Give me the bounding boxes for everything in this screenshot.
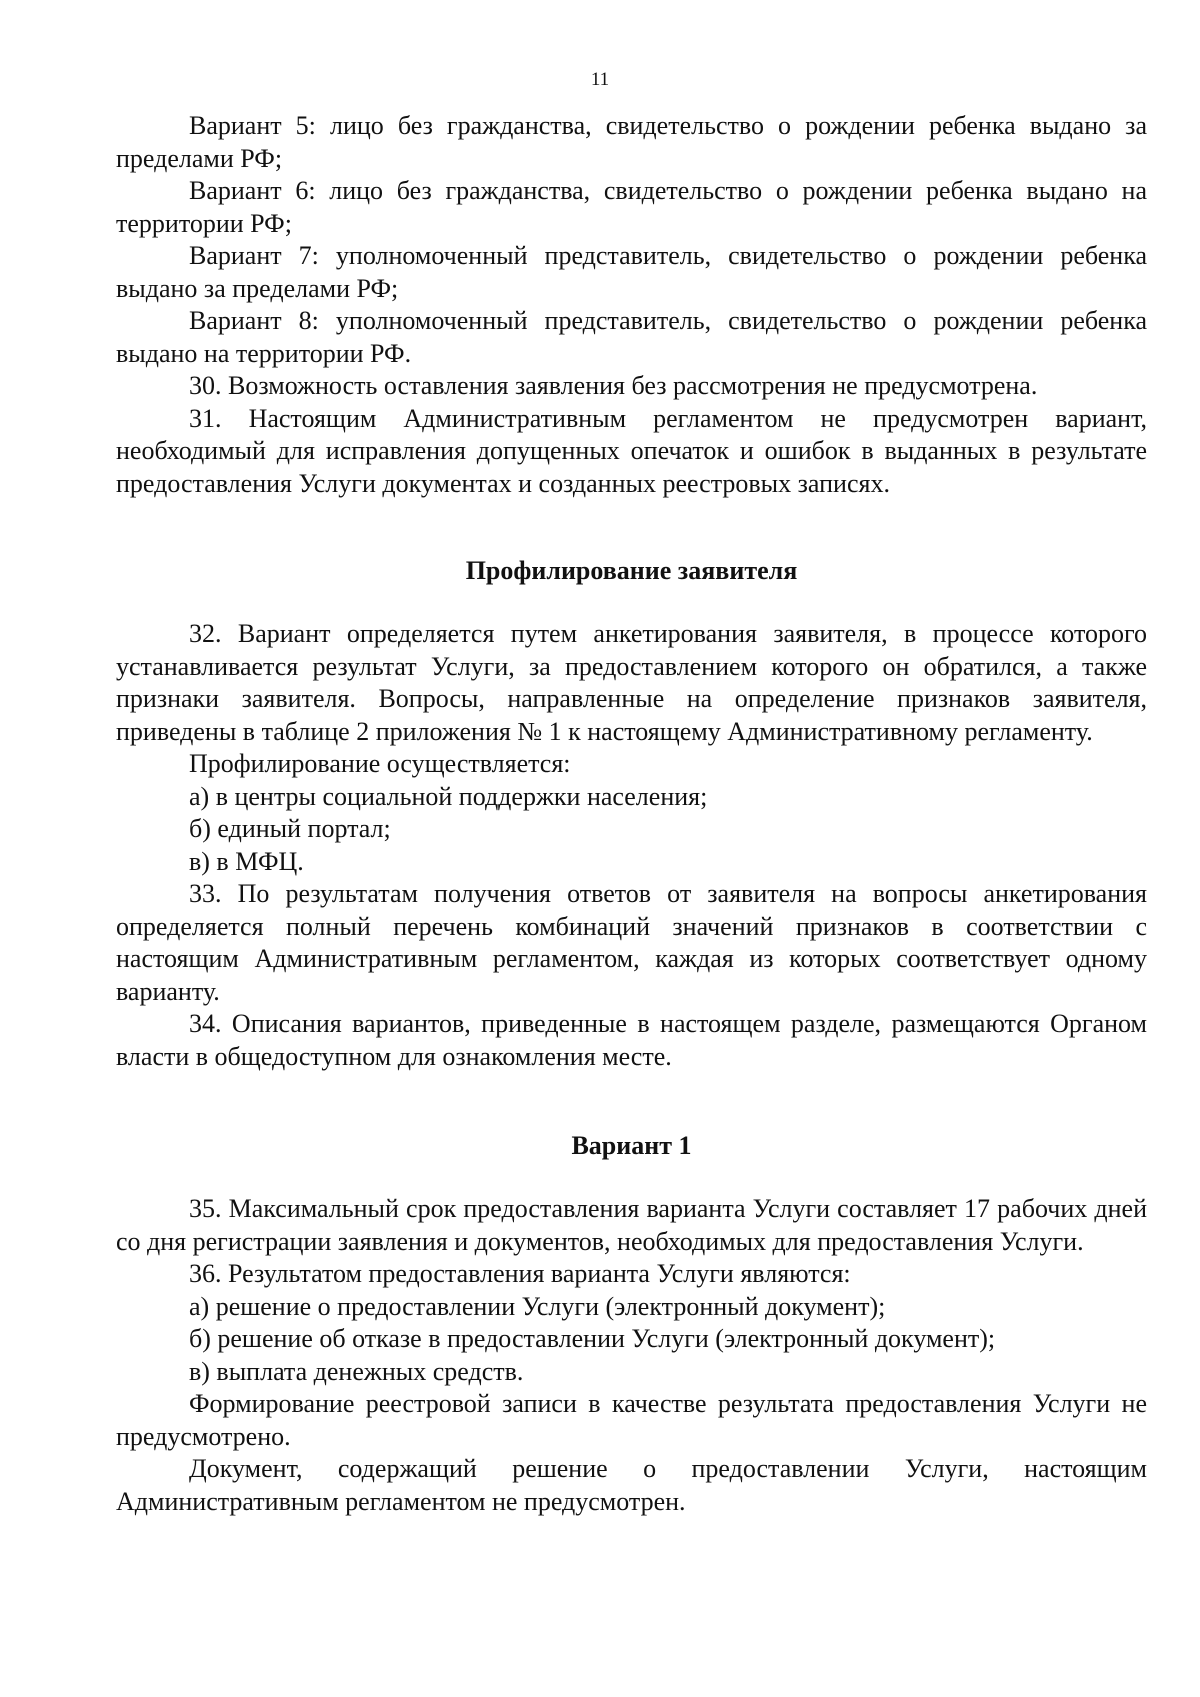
section-variant-1 xyxy=(116,1193,1147,1518)
list-item-v: в) в МФЦ. xyxy=(189,846,304,876)
paragraph-variant-8: Вариант 8: уполномоченный представитель, свидетельство о рождении ребенка выдано на территории РФ. xyxy=(116,306,1147,368)
paragraph-36: 36. Результатом предоставления варианта Услуги являются: xyxy=(189,1259,851,1288)
paragraph-variant-6: Вариант 6: лицо без гражданства, свидетельство о рождении ребенка выдано на территории РФ; xyxy=(116,176,1147,238)
list-item-b: б) единый портал; xyxy=(189,814,391,843)
section-profiling xyxy=(116,618,1147,1073)
result-item-b: б) решение об отказе в предоставлении Услуги (электронный документ); xyxy=(189,1324,996,1353)
paragraph-decision-document: Документ, содержащий решение о предоставлении Услуги, настоящим Административным регламентом не предусмотрен. xyxy=(116,1454,1147,1516)
paragraph-variant-5: Вариант 5: лицо без гражданства, свидетельство о рождении ребенка выдано за пределами РФ; xyxy=(116,111,1147,173)
section-variants-list xyxy=(116,110,1147,500)
result-item-a: а) решение о предоставлении Услуги (электронный документ); xyxy=(189,1291,886,1321)
paragraph-34: 34. Описания вариантов, приведенные в настоящем разделе, размещаются Органом власти в общедоступном для ознакомления месте. xyxy=(116,1009,1147,1071)
paragraph-35: 35. Максимальный срок предоставления варианта Услуги составляет 17 рабочих дней со дня регистрации заявления и документов, необходимых для предоставления Услуги. xyxy=(116,1194,1147,1256)
paragraph-33: 33. По результатам получения ответов от заявителя на вопросы анкетирования определяется полный перечень комбинаций значений признаков в соответствии с настоящим Административным регламентом, каждая из которых соответствует одному варианту. xyxy=(116,879,1147,1006)
paragraph-30: 30. Возможность оставления заявления без рассмотрения не предусмотрена. xyxy=(189,371,1038,400)
section-heading-variant-1 xyxy=(116,1130,1147,1163)
paragraph-registry-record: Формирование реестровой записи в качестве результата предоставления Услуги не предусмотрено. xyxy=(116,1389,1147,1451)
heading-variant-1: Вариант 1 xyxy=(571,1131,692,1160)
paragraph-profiling-intro: Профилирование осуществляется: xyxy=(189,749,571,778)
section-heading-profiling xyxy=(116,555,1147,588)
paragraph-32: 32. Вариант определяется путем анкетирования заявителя, в процессе которого устанавливается результат Услуги, за предоставлением которого он обратился, а также признаки заявителя. Вопросы, направленные на определение признаков заявителя, приведены в таблице 2 приложения № 1 к настоящему Административному регламенту. xyxy=(116,619,1147,746)
paragraph-31: 31. Настоящим Административным регламентом не предусмотрен вариант, необходимый для исправления допущенных опечаток и ошибок в выданных в результате предоставления Услуги документах и созданных реестровых записях. xyxy=(116,403,1147,498)
paragraph-variant-7: Вариант 7: уполномоченный представитель, свидетельство о рождении ребенка выдано за пределами РФ; xyxy=(116,241,1147,303)
list-item-a: а) в центры социальной поддержки населения; xyxy=(189,781,708,811)
result-item-v: в) выплата денежных средств. xyxy=(189,1356,524,1386)
heading-profiling: Профилирование заявителя xyxy=(465,556,798,585)
page-number: 11 xyxy=(590,69,610,90)
